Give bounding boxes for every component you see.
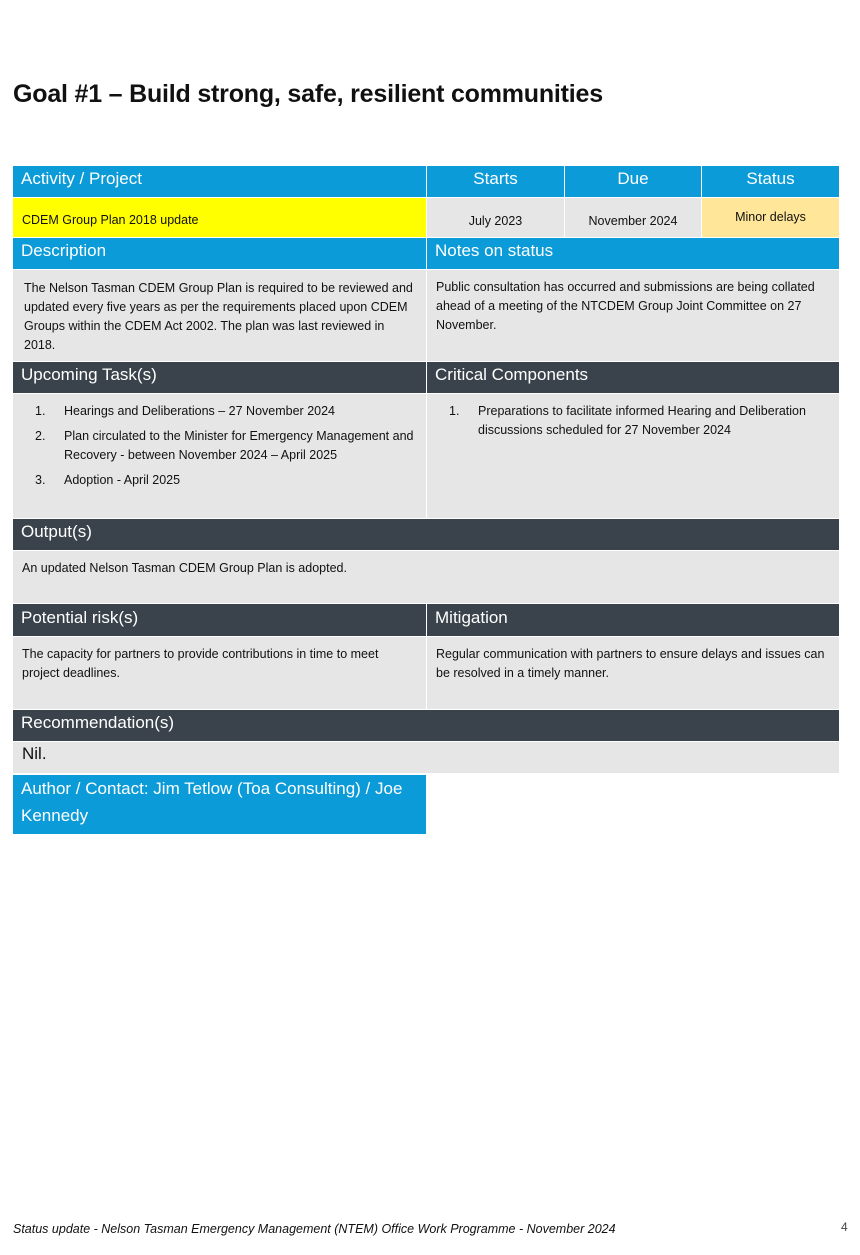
footer-text: Status update - Nelson Tasman Emergency Management (NTEM) Office Work Programme - November 2024 <box>13 1222 616 1236</box>
list-item: 1. Hearings and Deliberations – 27 November 2024 <box>35 404 335 418</box>
page-number: 4 <box>841 1220 848 1234</box>
upcoming-tasks-list <box>13 394 426 518</box>
activity-header: Activity / Project <box>13 166 426 197</box>
list-item: 3. Adoption - April 2025 <box>35 473 181 487</box>
due-header: Due <box>565 166 701 197</box>
upcoming-tasks-header: Upcoming Task(s) <box>13 362 426 393</box>
starts-header: Starts <box>427 166 564 197</box>
recommendation-header: Recommendation(s) <box>13 710 839 741</box>
potential-risk-header: Potential risk(s) <box>13 604 426 636</box>
notes-text: Public consultation has occurred and submissions are being collated ahead of a meeting of the NTCDEM Group Joint Committee on 27 November. <box>427 270 839 361</box>
output-text: An updated Nelson Tasman CDEM Group Plan is adopted. <box>13 551 839 603</box>
status-badge: Minor delays <box>702 198 839 237</box>
description-header: Description <box>13 238 426 269</box>
list-item: 2. Plan circulated to the Minister for Emergency Management and Recovery - between November 2024 – April 2025 <box>35 429 414 462</box>
critical-components-list <box>427 394 839 518</box>
author-contact: Author / Contact: Jim Tetlow (Toa Consulting) / Joe Kennedy <box>13 775 426 834</box>
critical-components-header: Critical Components <box>427 362 839 393</box>
due-cell: November 2024 <box>565 198 701 237</box>
mitigation-text: Regular communication with partners to ensure delays and issues can be resolved in a timely manner. <box>427 637 839 709</box>
list-item: 1. Preparations to facilitate informed Hearing and Deliberation discussions scheduled for 27 November 2024 <box>449 404 806 437</box>
recommendation-text: Nil. <box>13 742 839 773</box>
potential-risk-text: The capacity for partners to provide contributions in time to meet project deadlines. <box>13 637 426 709</box>
mitigation-header: Mitigation <box>427 604 839 636</box>
starts-cell: July 2023 <box>427 198 564 237</box>
output-header: Output(s) <box>13 519 839 550</box>
status-header: Status <box>702 166 839 197</box>
page-title: Goal #1 – Build strong, safe, resilient communities <box>13 80 603 108</box>
project-name-cell: CDEM Group Plan 2018 update <box>13 198 426 237</box>
notes-header: Notes on status <box>427 238 839 269</box>
description-text: The Nelson Tasman CDEM Group Plan is required to be reviewed and updated every five years as per the requirements placed upon CDEM Groups within the CDEM Act 2002. The plan was last reviewed in 2018. <box>13 270 426 361</box>
